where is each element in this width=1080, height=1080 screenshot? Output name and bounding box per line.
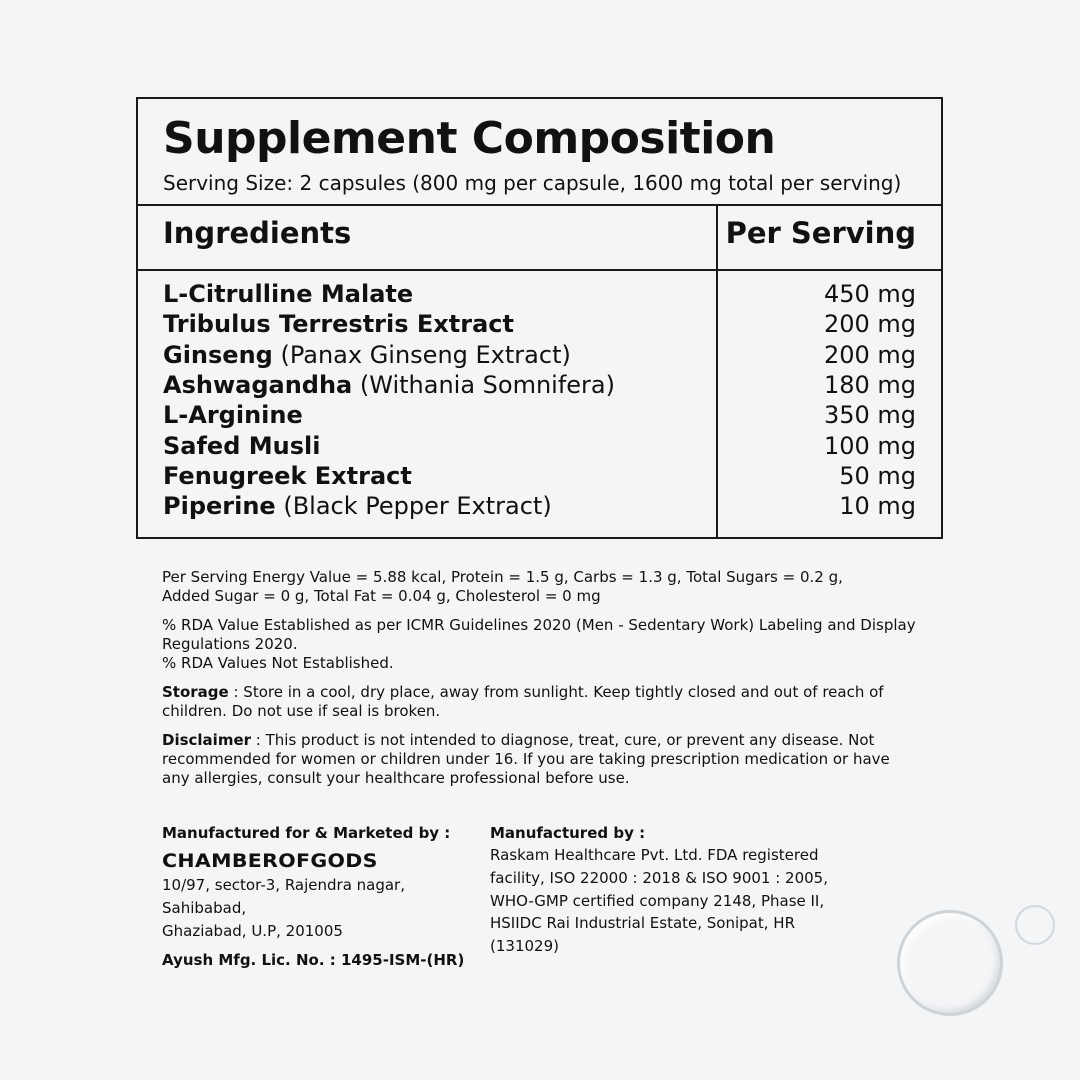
divider: [138, 269, 941, 271]
address-line: Sahibabad,: [162, 899, 247, 917]
manufacturer-line: (131029): [490, 937, 559, 956]
water-bubble-decoration: [897, 910, 1003, 1016]
ingredient-amount: 180 mg: [823, 371, 916, 400]
license-number: Ayush Mfg. Lic. No. : 1495-ISM-(HR): [162, 951, 465, 969]
storage-label: Storage: [162, 683, 229, 701]
ingredient-note: (Black Pepper Extract): [283, 492, 552, 521]
manufacturer-line: facility, ISO 22000 : 2018 & ISO 9001 : 2005,: [490, 868, 828, 887]
ingredient-note: (Withania Somnifera): [359, 371, 615, 400]
ingredient-amount: 100 mg: [823, 431, 916, 460]
manufacturer-info: [490, 822, 850, 958]
table-row: [163, 400, 916, 430]
manufacturer-label: Manufactured by :: [490, 824, 646, 842]
marketer-info: [162, 822, 472, 971]
column-header-ingredients: Ingredients: [163, 216, 352, 250]
ingredient-name: L-Citrulline Malate: [163, 280, 414, 309]
address-line: Ghaziabad, U.P, 201005: [162, 922, 343, 940]
storage-note: Storage : Store in a cool, dry place, away from sunlight. Keep tightly closed and out of reach of children. Do not use if seal is broken.: [162, 683, 884, 720]
ingredient-name: Ginseng (Panax Ginseng Extract): [163, 340, 571, 369]
manufacturer-line: Raskam Healthcare Pvt. Ltd. FDA registered: [490, 846, 819, 864]
water-bubble-decoration: [1015, 905, 1055, 945]
ingredient-note: (Panax Ginseng Extract): [280, 340, 571, 369]
ingredient-amount: 350 mg: [823, 401, 916, 430]
ingredient-name: Fenugreek Extract: [163, 461, 412, 490]
table-row: [163, 279, 916, 309]
marketer-label: Manufactured for & Marketed by :: [162, 824, 451, 842]
ingredient-name: L-Arginine: [163, 401, 303, 430]
rda-note: % RDA Value Established as per ICMR Guidelines 2020 (Men - Sedentary Work) Labeling and Display Regulations 2020. % RDA Values Not Established.: [162, 616, 916, 672]
manufacturer-line: HSIIDC Rai Industrial Estate, Sonipat, HR: [490, 914, 795, 933]
manufacturer-line: WHO-GMP certified company 2148, Phase II,: [490, 891, 825, 910]
serving-size: Serving Size: 2 capsules (800 mg per capsule, 1600 mg total per serving): [163, 171, 902, 195]
column-header-per-serving: Per Serving: [725, 216, 916, 250]
ingredient-amount: 200 mg: [823, 310, 916, 339]
ingredient-name: Piperine (Black Pepper Extract): [163, 492, 552, 521]
table-row: [163, 491, 916, 521]
ingredient-amount: 10 mg: [839, 492, 916, 521]
ingredients-list: [163, 279, 916, 521]
ingredient-name: Tribulus Terrestris Extract: [163, 310, 514, 339]
ingredient-amount: 450 mg: [823, 280, 916, 309]
address-line: 10/97, sector-3, Rajendra nagar,: [162, 876, 405, 894]
disclaimer-label: Disclaimer: [162, 731, 252, 749]
brand-logo: CHAMBEROFGODS: [162, 850, 378, 872]
disclaimer-note: Disclaimer : This product is not intended to diagnose, treat, cure, or prevent any disease. Not recommended for women or children under 16. If you are taking prescription medication or have any allergies, consult your healthcare professional before use.: [162, 731, 890, 787]
ingredient-name: Safed Musli: [163, 431, 321, 460]
ingredient-name: Ashwagandha (Withania Somnifera): [163, 371, 615, 400]
table-row: [163, 461, 916, 491]
ingredient-amount: 200 mg: [823, 340, 916, 369]
table-row: [163, 370, 916, 400]
table-row: [163, 309, 916, 339]
notes-section: [162, 568, 932, 798]
divider: [138, 204, 941, 206]
page-title: Supplement Composition: [163, 113, 776, 164]
table-row: [163, 430, 916, 460]
ingredient-amount: 50 mg: [839, 461, 916, 490]
energy-values: Per Serving Energy Value = 5.88 kcal, Protein = 1.5 g, Carbs = 1.3 g, Total Sugars = 0.2 g, Added Sugar = 0 g, Total Fat = 0.04 g, Cholesterol = 0 mg: [162, 568, 843, 605]
composition-panel: [136, 97, 943, 539]
table-row: [163, 340, 916, 370]
